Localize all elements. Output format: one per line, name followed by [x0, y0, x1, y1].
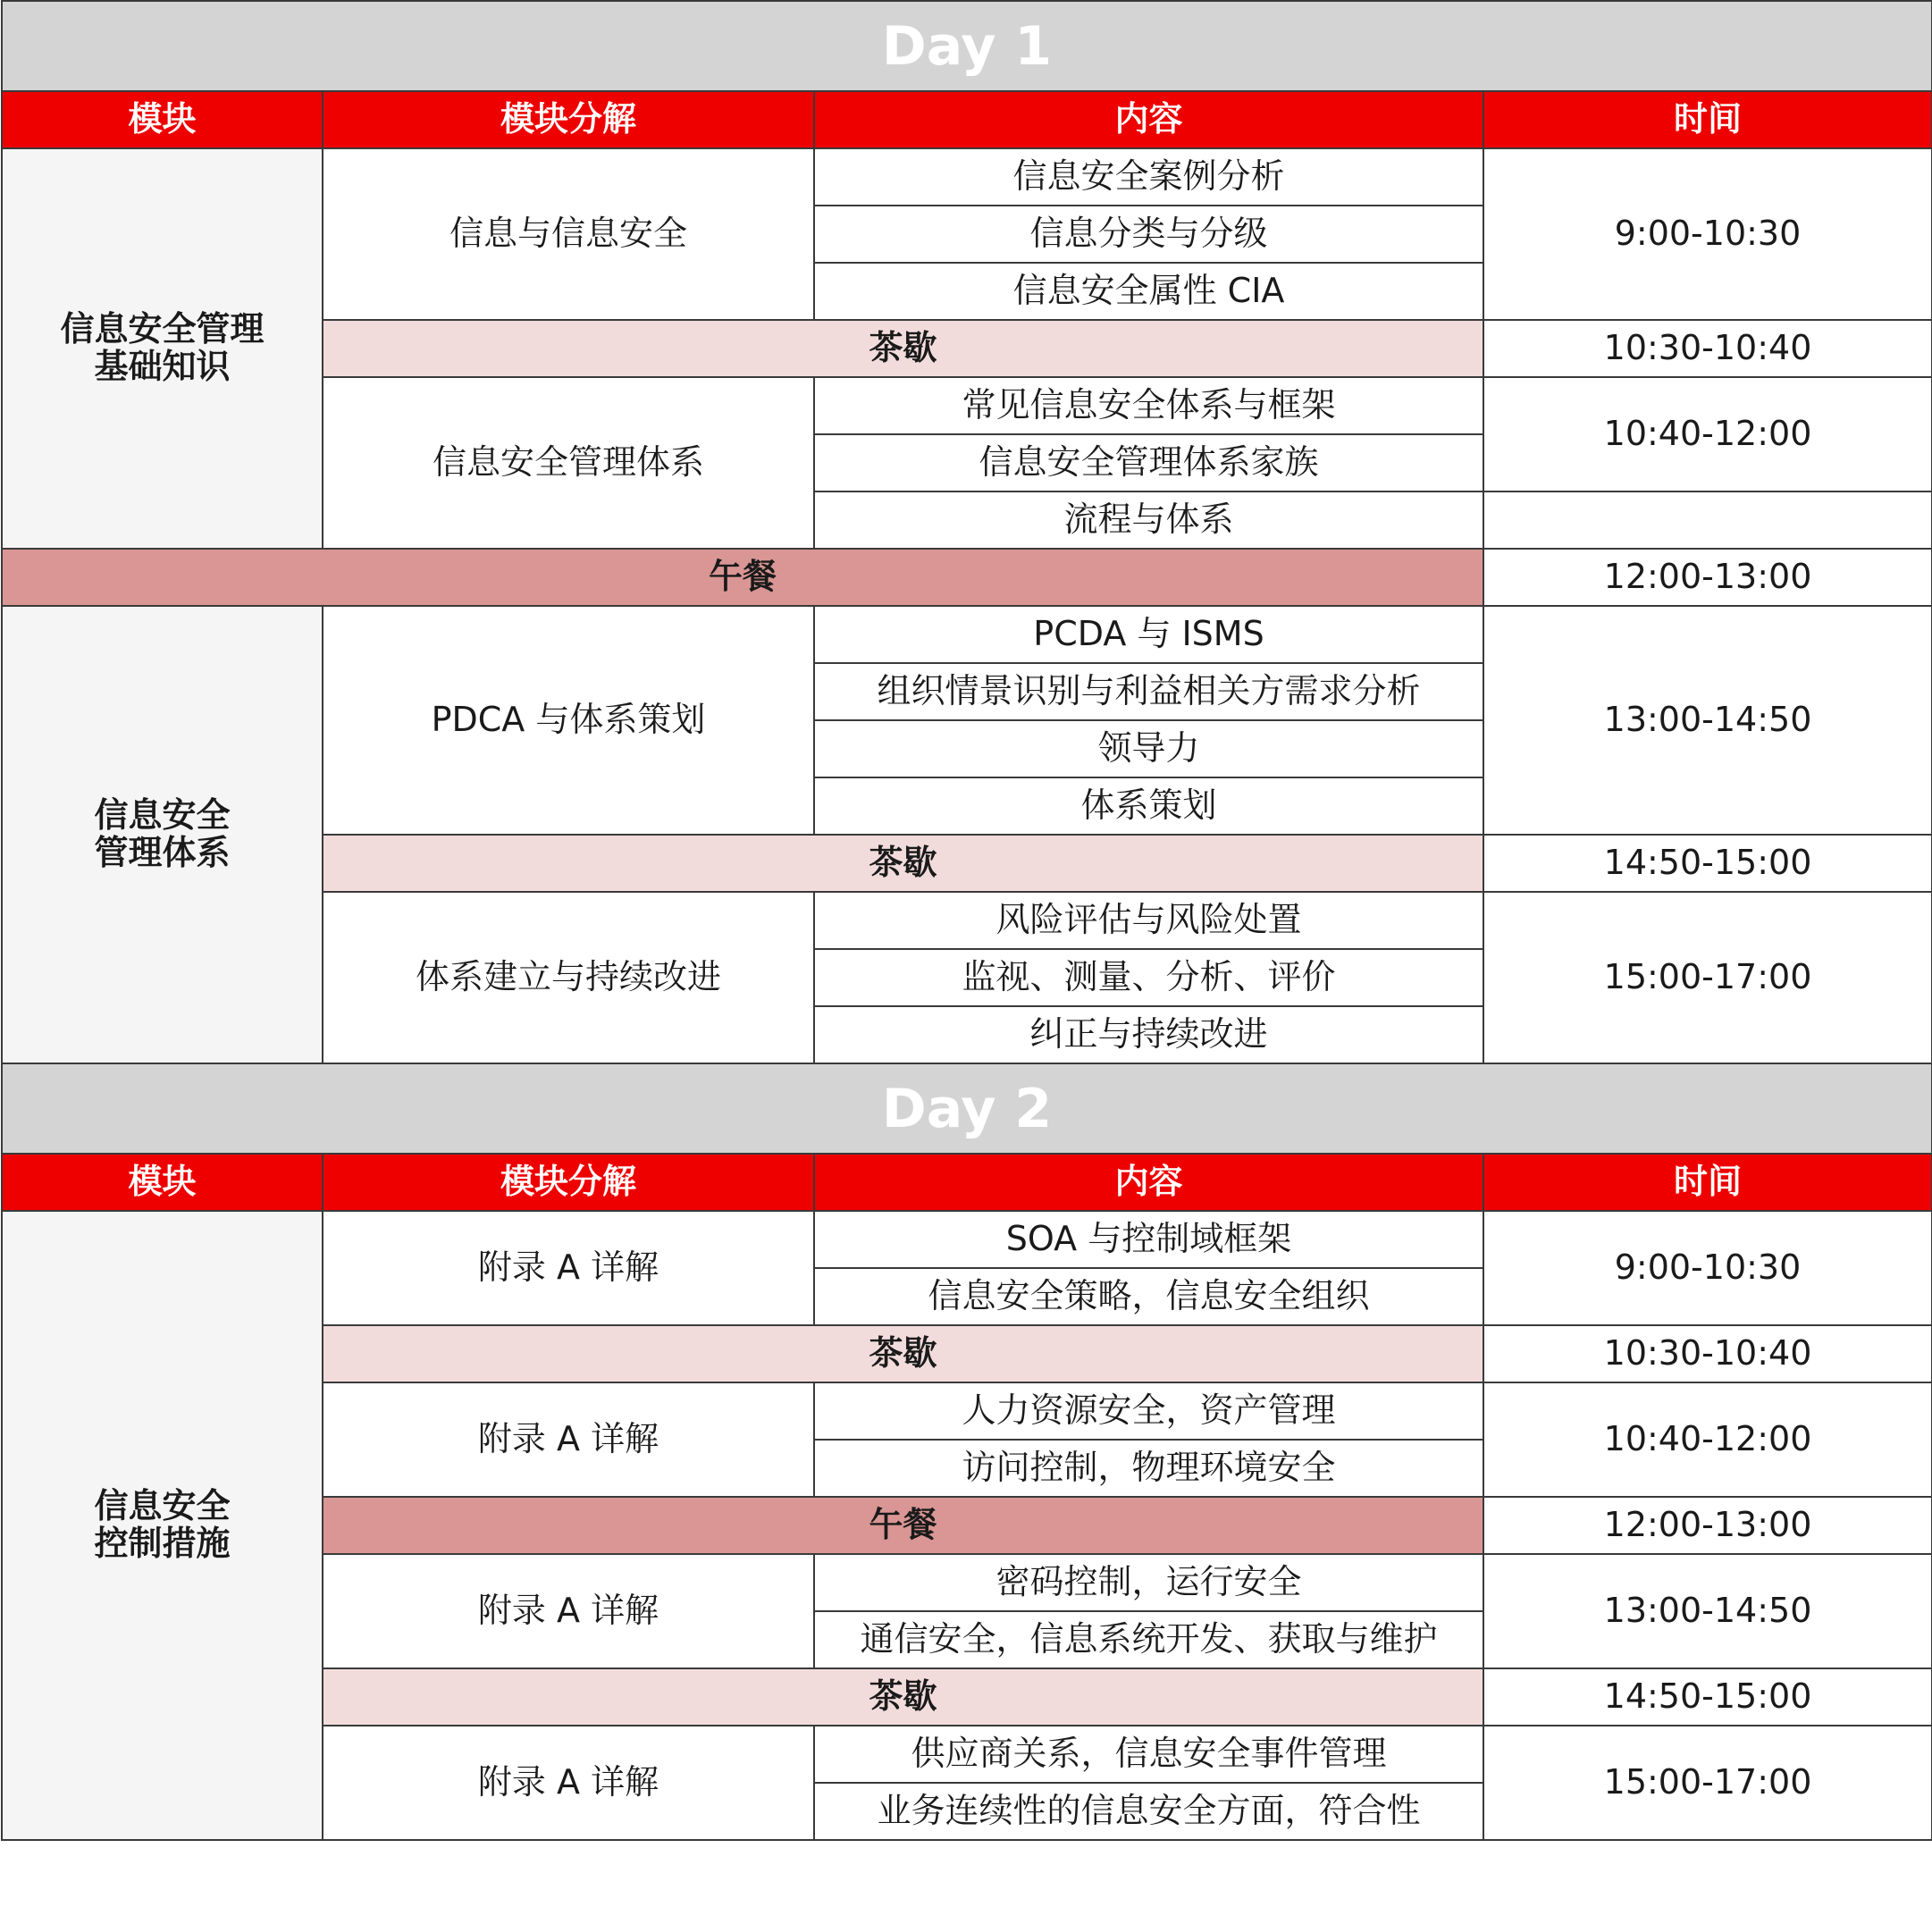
lunch-cell: 午餐 [2, 549, 1483, 606]
module-name-line: 信息安全管理 [60, 309, 265, 349]
time-cell: 12:00-13:00 [1483, 1497, 1932, 1554]
content-cell: PCDA 与 ISMS [814, 606, 1483, 663]
content-cell: 信息安全属性 CIA [814, 263, 1483, 320]
header-content: 内容 [814, 91, 1483, 148]
module-name-line: 信息安全 [94, 795, 231, 836]
tea-break-cell: 茶歇 [323, 320, 1483, 377]
module-cell [2, 148, 323, 549]
content-cell: 供应商关系，信息安全事件管理 [814, 1726, 1483, 1783]
submodule-cell: 附录 A 详解 [323, 1382, 814, 1497]
header-content: 内容 [814, 1154, 1483, 1211]
content-cell: 监视、测量、分析、评价 [814, 949, 1483, 1006]
time-cell: 15:00-17:00 [1483, 892, 1932, 1063]
table-row [2, 148, 1932, 206]
submodule-cell: 信息安全管理体系 [323, 377, 814, 549]
time-cell: 12:00-13:00 [1483, 549, 1932, 606]
day2-title-row [2, 1063, 1932, 1154]
header-submodule: 模块分解 [323, 91, 814, 148]
content-cell: 信息安全管理体系家族 [814, 434, 1483, 491]
time-cell: 10:40-12:00 [1483, 1382, 1932, 1497]
header-module: 模块 [2, 91, 323, 148]
lunch-cell: 午餐 [323, 1497, 1483, 1554]
empty-time-cell [1483, 491, 1932, 549]
time-cell: 9:00-10:30 [1483, 148, 1932, 320]
time-cell: 14:50-15:00 [1483, 1668, 1932, 1726]
time-cell: 10:30-10:40 [1483, 1325, 1932, 1382]
day2-title: Day 2 [2, 1063, 1932, 1154]
time-cell: 14:50-15:00 [1483, 835, 1932, 892]
tea-break-cell: 茶歇 [323, 835, 1483, 892]
content-cell: 人力资源安全，资产管理 [814, 1382, 1483, 1440]
submodule-cell: 附录 A 详解 [323, 1211, 814, 1325]
content-cell: 信息安全策略，信息安全组织 [814, 1268, 1483, 1325]
content-cell: 访问控制，物理环境安全 [814, 1440, 1483, 1497]
time-cell: 15:00-17:00 [1483, 1726, 1932, 1840]
time-cell: 10:40-12:00 [1483, 377, 1932, 491]
day1-header-row [2, 91, 1932, 148]
day1-title: Day 1 [2, 1, 1932, 91]
content-cell: 信息分类与分级 [814, 206, 1483, 263]
module-name-line: 信息安全 [94, 1486, 231, 1526]
time-cell: 13:00-14:50 [1483, 606, 1932, 835]
content-cell: 信息安全案例分析 [814, 148, 1483, 206]
content-cell: 常见信息安全体系与框架 [814, 377, 1483, 434]
header-module: 模块 [2, 1154, 323, 1211]
header-submodule: 模块分解 [323, 1154, 814, 1211]
content-cell: 领导力 [814, 720, 1483, 777]
submodule-cell: 体系建立与持续改进 [323, 892, 814, 1063]
content-cell: 通信安全，信息系统开发、获取与维护 [814, 1611, 1483, 1668]
submodule-cell: 附录 A 详解 [323, 1726, 814, 1840]
tea-break-cell: 茶歇 [323, 1325, 1483, 1382]
content-cell: 纠正与持续改进 [814, 1006, 1483, 1063]
training-schedule-table [1, 0, 1932, 1841]
tea-break-cell: 茶歇 [323, 1668, 1483, 1726]
lunch-row [2, 549, 1932, 606]
module-cell [2, 1211, 323, 1840]
content-cell: 体系策划 [814, 777, 1483, 835]
module-cell [2, 606, 323, 1063]
day2-header-row [2, 1154, 1932, 1211]
content-cell: SOA 与控制域框架 [814, 1211, 1483, 1268]
content-cell: 流程与体系 [814, 491, 1483, 549]
content-cell: 业务连续性的信息安全方面，符合性 [814, 1783, 1483, 1840]
content-cell: 密码控制，运行安全 [814, 1554, 1483, 1611]
module-name-line: 控制措施 [94, 1524, 231, 1563]
table-row [2, 606, 1932, 663]
submodule-cell: 附录 A 详解 [323, 1554, 814, 1668]
time-cell: 9:00-10:30 [1483, 1211, 1932, 1325]
header-time: 时间 [1483, 91, 1932, 148]
submodule-cell: PDCA 与体系策划 [323, 606, 814, 835]
day1-title-row [2, 1, 1932, 91]
header-time: 时间 [1483, 1154, 1932, 1211]
submodule-cell: 信息与信息安全 [323, 148, 814, 320]
time-cell: 13:00-14:50 [1483, 1554, 1932, 1668]
content-cell: 组织情景识别与利益相关方需求分析 [814, 663, 1483, 720]
module-name-line: 管理体系 [94, 833, 231, 872]
content-cell: 风险评估与风险处置 [814, 892, 1483, 949]
module-name-line: 基础知识 [94, 347, 231, 386]
table-row [2, 1211, 1932, 1268]
time-cell: 10:30-10:40 [1483, 320, 1932, 377]
